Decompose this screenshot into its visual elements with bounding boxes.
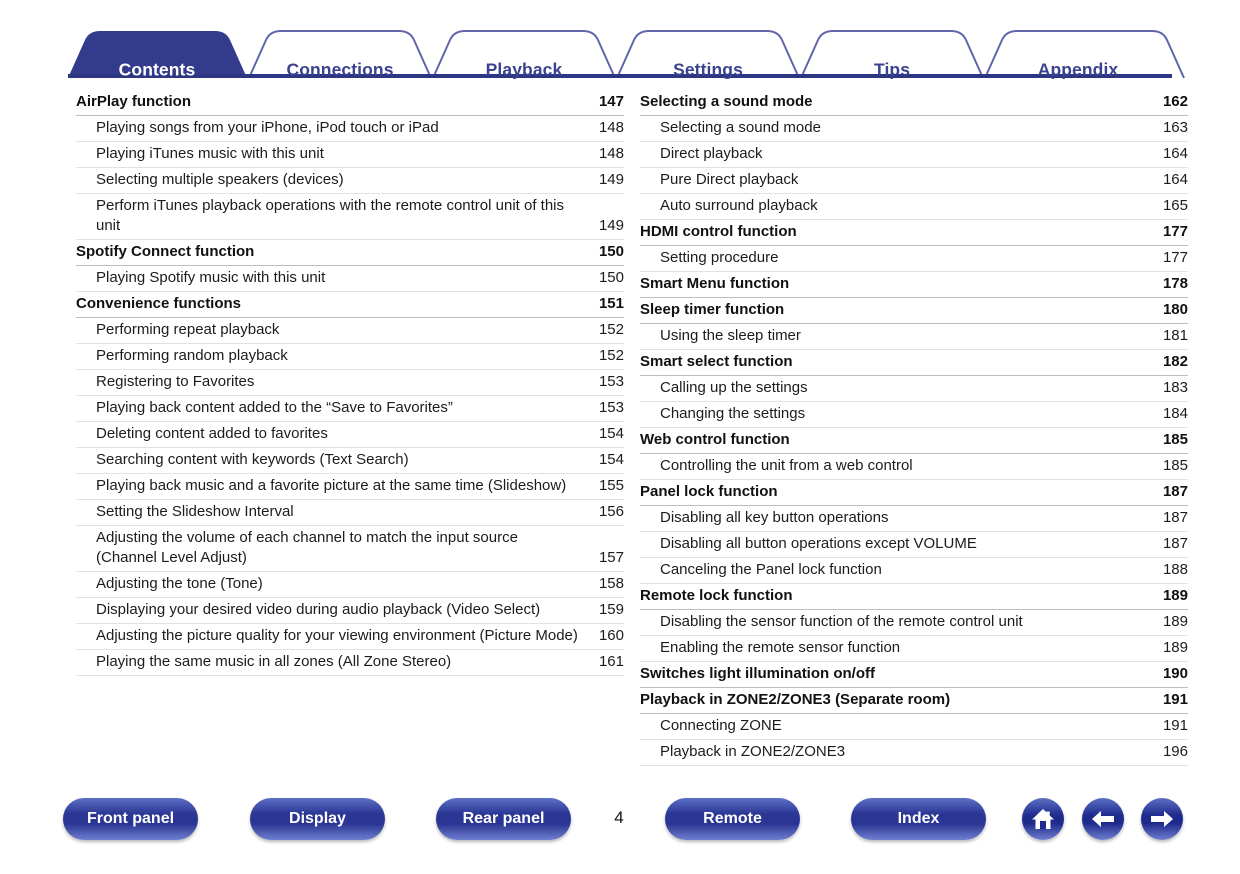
toc-entry-title: Selecting a sound mode [640, 93, 813, 110]
toc-entry-page: 148 [598, 145, 624, 162]
toc-entry-page: 163 [1162, 119, 1188, 136]
toc-entry-row[interactable] [76, 624, 624, 650]
toc-entry-page: 149 [598, 217, 624, 234]
toc-entry-row[interactable] [76, 266, 624, 292]
toc-entry-page: 148 [598, 119, 624, 136]
toc-entry-page: 185 [1162, 431, 1188, 448]
toc-entry-page: 165 [1162, 197, 1188, 214]
toc-section-row[interactable] [640, 480, 1188, 506]
toc-entry-row[interactable] [76, 344, 624, 370]
toc-entry-row[interactable] [640, 402, 1188, 428]
toc-section-row[interactable] [640, 688, 1188, 714]
toc-entry-page: 149 [598, 171, 624, 188]
toc-entry-row[interactable] [640, 324, 1188, 350]
toc-entry-title: Selecting multiple speakers (devices) [96, 171, 344, 188]
toc-entry-page: 184 [1162, 405, 1188, 422]
toc-entry-title: Setting the Slideshow Interval [96, 503, 294, 520]
toc-section-row[interactable] [640, 662, 1188, 688]
toc-entry-row[interactable] [76, 598, 624, 624]
toc-entry-title: HDMI control function [640, 223, 797, 240]
toc-entry-page: 162 [1162, 93, 1188, 110]
toc-entry-title: Displaying your desired video during audio playback (Video Select) [96, 601, 541, 618]
toc-entry-page: 156 [598, 503, 624, 520]
toc-entry-title: Playing the same music in all zones (All Zone Stereo) [96, 653, 452, 670]
toc-section-row[interactable] [640, 90, 1188, 116]
toc-entry-page: 164 [1162, 171, 1188, 188]
toc-entry-title: Auto surround playback [660, 197, 818, 214]
toc-entry-row[interactable] [76, 500, 624, 526]
toc-entry-title: Pure Direct playback [660, 171, 799, 188]
toc-entry-row[interactable] [640, 168, 1188, 194]
toc-entry-row[interactable] [76, 370, 624, 396]
toc-entry-title: Spotify Connect function [76, 243, 255, 260]
toc-entry-row[interactable] [76, 116, 624, 142]
toc-entry-title: Adjusting the picture quality for your viewing environment (Picture Mode) [96, 627, 578, 644]
toc-entry-page: 164 [1162, 145, 1188, 162]
toc-entry-title: Smart select function [640, 353, 793, 370]
toc-entry-title: Playing back content added to the “Save to Favorites” [96, 399, 453, 416]
toc-entry-row[interactable] [76, 396, 624, 422]
tab-playback[interactable]: Playback [485, 59, 563, 80]
toc-entry-page: 191 [1162, 717, 1188, 734]
toc-entry-row[interactable] [76, 526, 624, 572]
toc-entry-page: 158 [598, 575, 624, 592]
toc-entry-row[interactable] [640, 116, 1188, 142]
toc-entry-title: Changing the settings [660, 405, 806, 422]
toc-entry-title: Perform iTunes playback operations with the remote control unit of this unit [96, 197, 565, 234]
toc-entry-title: Performing random playback [96, 347, 288, 364]
toc-entry-row[interactable] [76, 318, 624, 344]
toc-entry-title: Web control function [640, 431, 790, 448]
toc-entry-title: Disabling all key button operations [660, 509, 889, 526]
toc-entry-row[interactable] [76, 650, 624, 676]
toc-entry-title: Registering to Favorites [96, 373, 255, 390]
toc-entry-row[interactable] [640, 532, 1188, 558]
toc-section-row[interactable] [76, 292, 624, 318]
toc-entry-page: 180 [1162, 301, 1188, 318]
toc-entry-page: 150 [598, 269, 624, 286]
toc-entry-row[interactable] [76, 142, 624, 168]
toc-entry-row[interactable] [76, 194, 624, 240]
toc-entry-title: Playing Spotify music with this unit [96, 269, 326, 286]
table-of-contents [0, 90, 1240, 766]
tab-baseline-rule [68, 74, 1172, 78]
toc-entry-row[interactable] [76, 448, 624, 474]
front-panel-button[interactable]: Front panel [63, 798, 198, 840]
toc-section-row[interactable] [640, 298, 1188, 324]
toc-entry-page: 177 [1162, 249, 1188, 266]
toc-entry-title: Controlling the unit from a web control [660, 457, 913, 474]
toc-entry-page: 152 [598, 347, 624, 364]
toc-entry-title: Adjusting the volume of each channel to match the input source (Channel Level Adjust) [96, 529, 518, 566]
footer-navigation [0, 798, 1240, 858]
toc-entry-row[interactable] [640, 376, 1188, 402]
toc-entry-row[interactable] [640, 636, 1188, 662]
toc-entry-row[interactable] [640, 506, 1188, 532]
toc-entry-page: 189 [1162, 587, 1188, 604]
remote-button[interactable]: Remote [665, 798, 800, 840]
toc-entry-title: Selecting a sound mode [660, 119, 821, 136]
toc-entry-row[interactable] [76, 474, 624, 500]
toc-entry-row[interactable] [640, 246, 1188, 272]
tab-appendix[interactable]: Appendix [1037, 59, 1119, 80]
toc-entry-row[interactable] [640, 714, 1188, 740]
toc-entry-page: 150 [598, 243, 624, 260]
toc-entry-title: Using the sleep timer [660, 327, 801, 344]
toc-entry-title: Disabling all button operations except VOLUME [660, 535, 977, 552]
toc-entry-title: Remote lock function [640, 587, 793, 604]
toc-column-left [76, 90, 624, 766]
toc-entry-page: 177 [1162, 223, 1188, 240]
toc-entry-page: 178 [1162, 275, 1188, 292]
tab-connections[interactable]: Connections [286, 59, 394, 80]
arrow-left-icon[interactable] [1082, 798, 1124, 840]
toc-entry-row[interactable] [76, 168, 624, 194]
toc-section-row[interactable] [76, 240, 624, 266]
toc-entry-title: Disabling the sensor function of the remote control unit [660, 613, 1023, 630]
arrow-right-icon[interactable] [1141, 798, 1183, 840]
toc-entry-title: Enabling the remote sensor function [660, 639, 901, 656]
toc-entry-page: 161 [598, 653, 624, 670]
toc-entry-row[interactable] [640, 454, 1188, 480]
toc-entry-title: Canceling the Panel lock function [660, 561, 882, 578]
toc-entry-page: 187 [1162, 535, 1188, 552]
toc-entry-title: Connecting ZONE [660, 717, 782, 734]
toc-entry-page: 182 [1162, 353, 1188, 370]
tab-bar [0, 26, 1240, 78]
toc-entry-title: Smart Menu function [640, 275, 790, 292]
toc-entry-row[interactable] [76, 422, 624, 448]
tab-tips[interactable]: Tips [873, 59, 911, 80]
toc-entry-page: 187 [1162, 483, 1188, 500]
toc-entry-page: 185 [1162, 457, 1188, 474]
toc-entry-page: 147 [598, 93, 624, 110]
toc-entry-title: Setting procedure [660, 249, 779, 266]
toc-entry-row[interactable] [640, 740, 1188, 766]
toc-entry-page: 187 [1162, 509, 1188, 526]
toc-entry-title: Sleep timer function [640, 301, 785, 318]
toc-section-row[interactable] [76, 90, 624, 116]
toc-entry-page: 159 [598, 601, 624, 618]
toc-entry-title: Searching content with keywords (Text Search) [96, 451, 409, 468]
toc-entry-page: 151 [598, 295, 624, 312]
toc-entry-page: 155 [598, 477, 624, 494]
toc-entry-row[interactable] [640, 558, 1188, 584]
toc-entry-page: 183 [1162, 379, 1188, 396]
home-icon[interactable] [1022, 798, 1064, 840]
rear-panel-button[interactable]: Rear panel [436, 798, 571, 840]
toc-entry-page: 160 [598, 627, 624, 644]
toc-entry-title: Playback in ZONE2/ZONE3 (Separate room) [640, 691, 951, 708]
toc-entry-title: Switches light illumination on/off [640, 665, 875, 682]
toc-entry-row[interactable] [640, 142, 1188, 168]
toc-entry-title: Direct playback [660, 145, 763, 162]
toc-entry-page: 153 [598, 373, 624, 390]
toc-section-row[interactable] [640, 428, 1188, 454]
toc-section-row[interactable] [640, 272, 1188, 298]
toc-entry-page: 189 [1162, 639, 1188, 656]
toc-section-row[interactable] [640, 584, 1188, 610]
page-number: 4 [614, 808, 624, 827]
index-button[interactable]: Index [851, 798, 986, 840]
toc-entry-page: 188 [1162, 561, 1188, 578]
toc-entry-title: Performing repeat playback [96, 321, 280, 338]
toc-entry-page: 189 [1162, 613, 1188, 630]
display-button[interactable]: Display [250, 798, 385, 840]
toc-entry-page: 152 [598, 321, 624, 338]
toc-section-row[interactable] [640, 220, 1188, 246]
toc-entry-page: 190 [1162, 665, 1188, 682]
toc-entry-title: Adjusting the tone (Tone) [96, 575, 263, 592]
toc-entry-title: Convenience functions [76, 295, 242, 312]
tab-settings[interactable]: Settings [673, 59, 743, 80]
toc-entry-page: 157 [598, 549, 624, 566]
toc-entry-title: Calling up the settings [660, 379, 808, 396]
toc-entry-title: AirPlay function [76, 93, 192, 110]
toc-entry-title: Playing songs from your iPhone, iPod touch or iPad [96, 119, 439, 136]
tab-contents[interactable]: Contents [118, 59, 196, 80]
toc-entry-title: Playing iTunes music with this unit [96, 145, 324, 162]
toc-column-right [640, 90, 1188, 766]
toc-entry-page: 181 [1162, 327, 1188, 344]
toc-entry-title: Playing back music and a favorite picture at the same time (Slideshow) [96, 477, 567, 494]
toc-entry-page: 154 [598, 425, 624, 442]
toc-entry-row[interactable] [640, 610, 1188, 636]
toc-entry-page: 196 [1162, 743, 1188, 760]
toc-entry-row[interactable] [76, 572, 624, 598]
toc-entry-title: Panel lock function [640, 483, 778, 500]
toc-entry-page: 154 [598, 451, 624, 468]
toc-entry-title: Deleting content added to favorites [96, 425, 328, 442]
toc-entry-title: Playback in ZONE2/ZONE3 [660, 743, 846, 760]
toc-section-row[interactable] [640, 350, 1188, 376]
toc-entry-page: 191 [1162, 691, 1188, 708]
toc-entry-row[interactable] [640, 194, 1188, 220]
toc-entry-page: 153 [598, 399, 624, 416]
